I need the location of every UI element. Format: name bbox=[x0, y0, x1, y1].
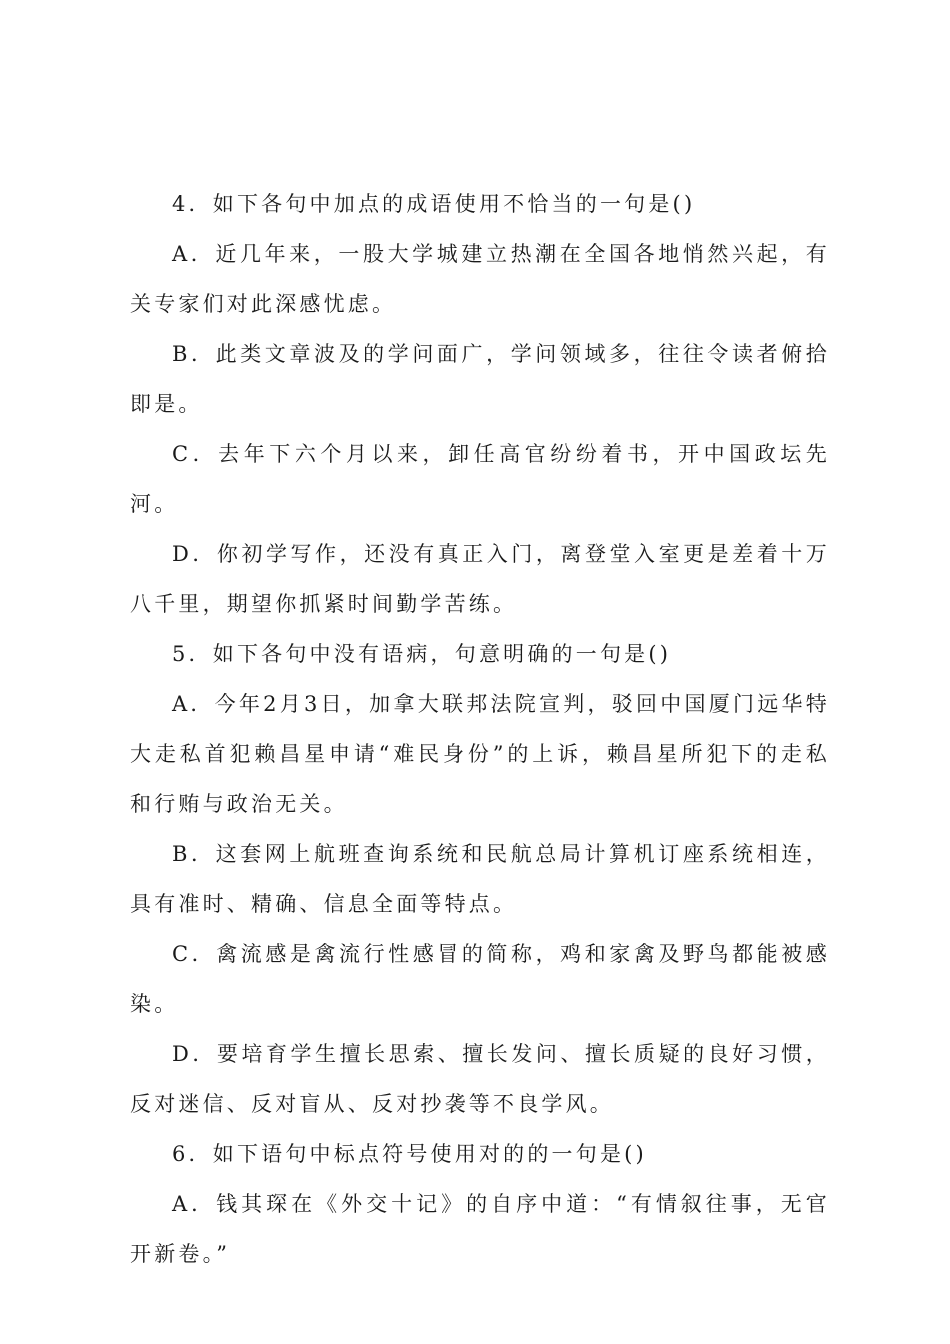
question-4-stem: 4．如下各句中加点的成语使用不恰当的一句是() bbox=[172, 192, 696, 216]
document-body bbox=[130, 179, 830, 1279]
question-4-option-a: A．近几年来，一股大学城建立热潮在全国各地悄然兴起，有关专家们对此深感忧虑。 bbox=[130, 242, 830, 316]
question-5-option-d: D．要培育学生擅长思索、擅长发问、擅长质疑的良好习惯，反对迷信、反对盲从、反对抄袭等不良学风。 bbox=[130, 1042, 830, 1116]
question-4-option-c: C．去年下六个月以来，卸任高官纷纷着书，开中国政坛先河。 bbox=[130, 442, 830, 516]
question-5-option-b: B．这套网上航班查询系统和民航总局计算机订座系统相连，具有准时、精确、信息全面等特点。 bbox=[130, 842, 830, 916]
question-5-stem: 5．如下各句中没有语病，句意明确的一句是() bbox=[172, 642, 672, 666]
question-6-stem: 6．如下语句中标点符号使用对的的一句是() bbox=[172, 1142, 647, 1166]
question-4-option-b: B．此类文章波及的学问面广，学问领域多，往往令读者俯拾即是。 bbox=[130, 342, 830, 416]
question-6-option-a: A．钱其琛在《外交十记》的自序中道：“有情叙往事，无官开新卷。” bbox=[130, 1192, 830, 1266]
question-5-option-c: C．禽流感是禽流行性感冒的简称，鸡和家禽及野鸟都能被感染。 bbox=[130, 942, 830, 1016]
question-4-option-d: D．你初学写作，还没有真正入门，离登堂入室更是差着十万八千里，期望你抓紧时间勤学苦练。 bbox=[130, 542, 830, 616]
question-5-option-a: A．今年2月3日，加拿大联邦法院宣判，驳回中国厦门远华特大走私首犯赖昌星申请“难民身份”的上诉，赖昌星所犯下的走私和行贿与政治无关。 bbox=[130, 692, 830, 816]
